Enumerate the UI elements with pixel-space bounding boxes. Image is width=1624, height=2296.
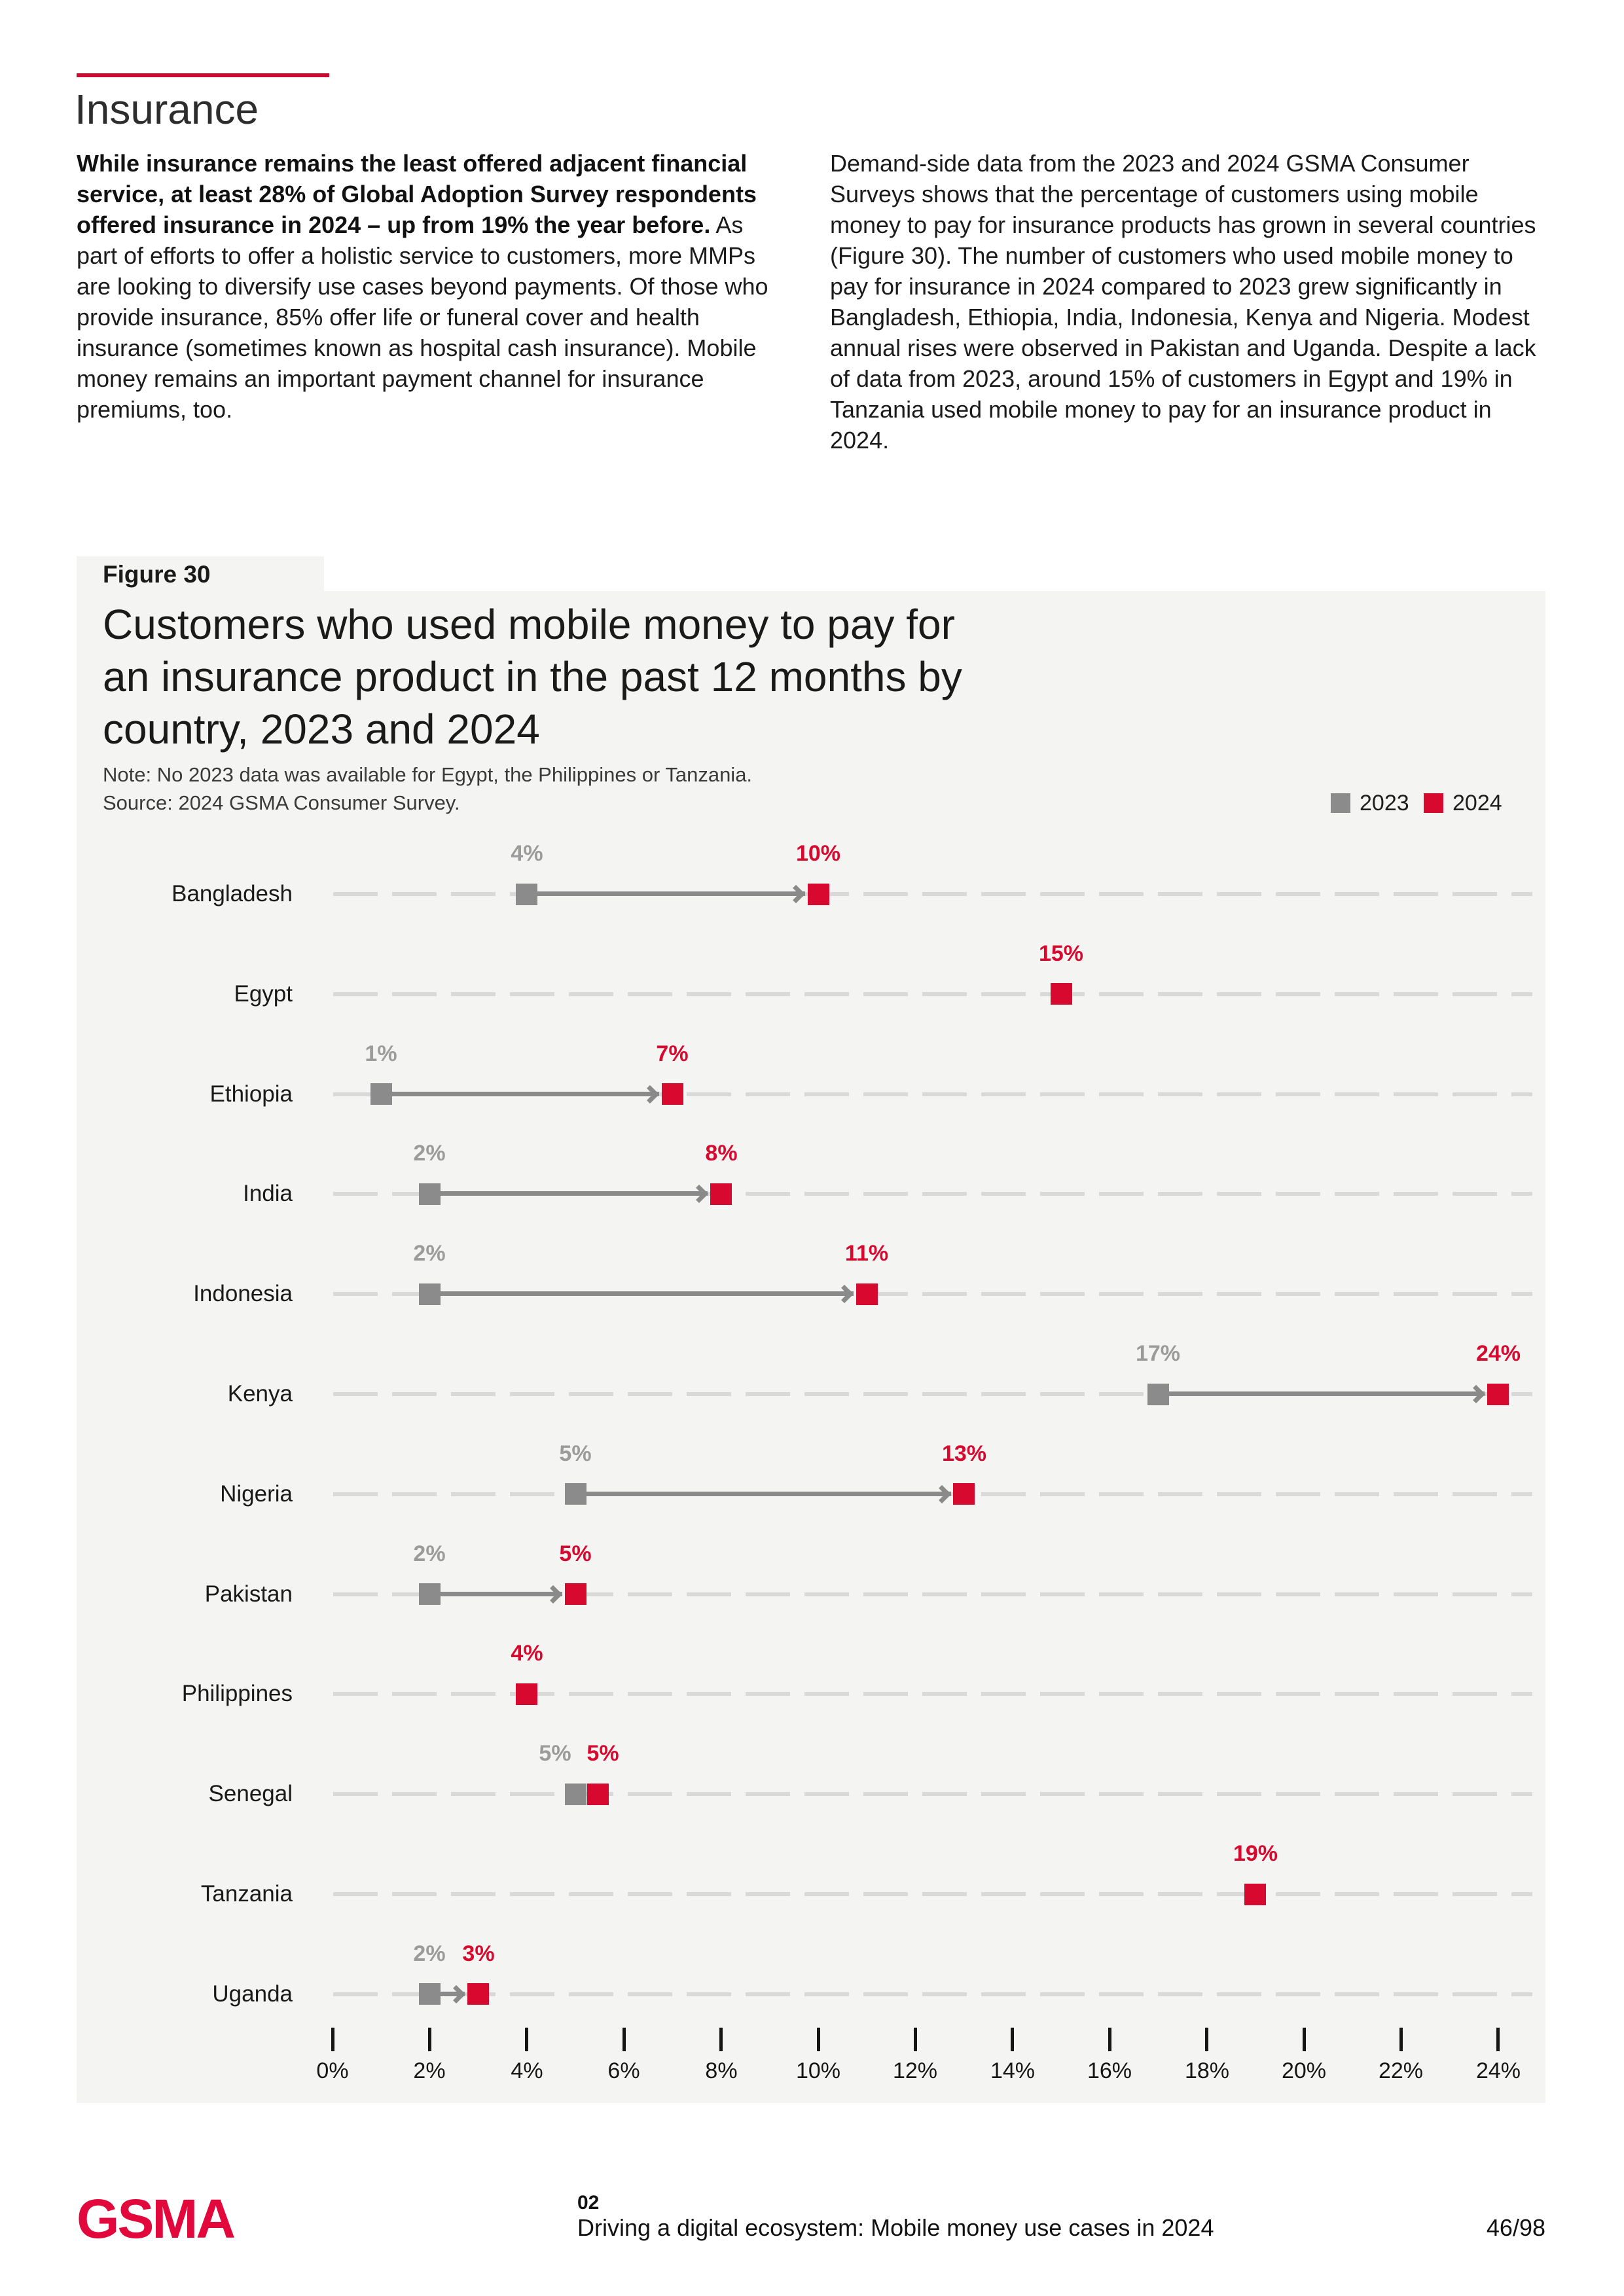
value-label-2024: 10% (795, 841, 841, 866)
axis-tick (525, 2028, 528, 2051)
axis-tick-label: 2% (413, 2058, 446, 2083)
marker-2024 (565, 1583, 586, 1605)
arrow-head-icon (933, 1485, 951, 1503)
country-label-Egypt: Egypt (234, 981, 293, 1007)
value-label-2024: 8% (705, 1141, 738, 1166)
marker-2023 (419, 1283, 441, 1305)
row-line (333, 1992, 1532, 1996)
value-label-2024: 5% (559, 1541, 592, 1566)
axis-tick (1205, 2028, 1208, 2051)
figure-label: Figure 30 (103, 561, 211, 588)
country-label-Senegal: Senegal (208, 1781, 293, 1806)
footer-page-number: 46/98 (1486, 2214, 1545, 2241)
arrow-head-icon (835, 1285, 854, 1303)
marker-2023 (565, 1483, 586, 1505)
change-arrow-shaft (381, 1092, 659, 1096)
country-label-Tanzania: Tanzania (200, 1881, 293, 1907)
country-label-Indonesia: Indonesia (193, 1281, 293, 1306)
body-paragraph: Demand-side data from the 2023 and 2024 GSMA Consumer Surveys shows that the percentage of customers using mobile money to pay for insurance products has grown in several countries (Figure 30). The number of customers who used mobile money to pay for insurance in 2024 compared to 2023 grew significantly in Bangladesh, Ethiopia, India, Indonesia, Kenya and Nigeria. Modest annual rises were observed in Pakistan and Uganda. Despite a lack of data from 2023, around 15% of customers in Egypt and 19% in Tanzania used mobile money to pay for an insurance product in 2024. (830, 150, 1536, 454)
axis-tick-label: 18% (1184, 2058, 1230, 2083)
axis-tick-label: 24% (1475, 2058, 1521, 2083)
value-label-2023: 17% (1135, 1341, 1181, 1366)
footer-chapter-number: 02 (577, 2192, 600, 2214)
country-label-Bangladesh: Bangladesh (171, 881, 293, 906)
marker-2023 (1147, 1384, 1169, 1405)
country-label-Nigeria: Nigeria (220, 1481, 293, 1507)
marker-2023 (419, 1983, 441, 2005)
marker-2023 (370, 1083, 392, 1105)
arrow-head-icon (544, 1585, 562, 1604)
marker-2024 (953, 1483, 975, 1505)
intro-regular-text: As part of efforts to offer a holistic service to customers, more MMPs are looking to diversify use cases beyond payments. Of those who provide insurance, 85% offer life or funeral cover and health insurance (sometimes known as hospital cash insurance). Mobile money remains an important payment channel for insurance premiums, too. (77, 211, 768, 423)
figure-source: Source: 2024 GSMA Consumer Survey. (103, 791, 460, 814)
footer-report-title: Driving a digital ecosystem: Mobile money use cases in 2024 (577, 2214, 1214, 2241)
axis-tick (1496, 2028, 1500, 2051)
marker-2024 (1487, 1384, 1509, 1405)
value-label-2024: 11% (844, 1241, 889, 1266)
value-label-2023: 5% (539, 1741, 571, 1766)
axis-tick (623, 2028, 626, 2051)
change-arrow-shaft (429, 1191, 708, 1196)
value-label-2023: 1% (365, 1041, 397, 1066)
row-line (333, 1792, 1532, 1796)
change-arrow-shaft (527, 891, 805, 896)
figure-30 (77, 556, 1545, 2103)
arrow-head-icon (1467, 1385, 1485, 1403)
value-label-2023: 2% (413, 1241, 446, 1266)
axis-tick (1108, 2028, 1111, 2051)
value-label-2023: 2% (413, 1541, 446, 1566)
legend-label-2024: 2024 (1453, 791, 1502, 816)
axis-tick-label: 14% (990, 2058, 1036, 2083)
axis-tick (331, 2028, 334, 2051)
change-arrow-shaft (429, 1291, 854, 1296)
value-label-2023: 4% (511, 841, 543, 866)
value-label-2024: 15% (1038, 941, 1084, 966)
gsma-logo: GSMA (77, 2188, 234, 2250)
marker-2024 (662, 1083, 683, 1105)
country-label-India: India (243, 1181, 293, 1206)
axis-tick (719, 2028, 723, 2051)
country-label-Philippines: Philippines (181, 1681, 293, 1706)
value-label-2024: 13% (941, 1441, 987, 1466)
figure-note: Note: No 2023 data was available for Egypt, the Philippines or Tanzania. (103, 763, 753, 786)
change-arrow-shaft (429, 1592, 562, 1596)
row-line (333, 892, 1532, 896)
accent-rule (77, 73, 329, 77)
axis-tick-label: 0% (316, 2058, 349, 2083)
page-title: Insurance (75, 86, 259, 133)
chart-area (77, 556, 1545, 2103)
figure-title-line-2: an insurance product in the past 12 months by (103, 653, 962, 700)
axis-tick-label: 6% (607, 2058, 640, 2083)
value-label-2023: 5% (559, 1441, 592, 1466)
value-label-2024: 24% (1475, 1341, 1521, 1366)
axis-tick (428, 2028, 431, 2051)
value-label-2023: 2% (413, 1141, 446, 1166)
axis-tick (1303, 2028, 1306, 2051)
country-label-Pakistan: Pakistan (204, 1581, 293, 1607)
intro-paragraph (77, 148, 784, 425)
axis-tick-label: 16% (1087, 2058, 1132, 2083)
axis-tick-label: 12% (892, 2058, 938, 2083)
legend-label-2023: 2023 (1360, 791, 1409, 816)
marker-2024 (467, 1983, 489, 2005)
value-label-2023: 2% (413, 1941, 446, 1966)
marker-2023 (419, 1583, 441, 1605)
axis-tick-label: 22% (1378, 2058, 1424, 2083)
change-arrow-shaft (575, 1492, 951, 1496)
marker-2024 (1051, 983, 1072, 1005)
arrow-head-icon (787, 885, 805, 903)
axis-tick (1011, 2028, 1014, 2051)
axis-tick (914, 2028, 917, 2051)
intro-bold-text: While insurance remains the least offered adjacent financial service, at least 28% of Global Adoption Survey respondents offered insurance in 2024 – up from 19% the year before. (77, 150, 757, 238)
axis-tick-label: 8% (705, 2058, 738, 2083)
marker-2024 (856, 1283, 878, 1305)
value-label-2024: 7% (656, 1041, 689, 1066)
arrow-head-icon (641, 1085, 659, 1103)
axis-tick (1399, 2028, 1403, 2051)
marker-2024 (710, 1183, 732, 1205)
value-label-2024: 19% (1233, 1841, 1278, 1866)
axis-tick-label: 20% (1281, 2058, 1327, 2083)
marker-2024 (516, 1683, 537, 1705)
change-arrow-shaft (1158, 1391, 1485, 1396)
marker-2024 (1244, 1884, 1266, 1905)
axis-tick-label: 10% (795, 2058, 841, 2083)
marker-2024 (587, 1784, 609, 1805)
row-line (333, 992, 1532, 996)
value-label-2024: 5% (586, 1741, 619, 1766)
value-label-2024: 3% (462, 1941, 495, 1966)
figure-title-line-3: country, 2023 and 2024 (103, 706, 540, 753)
marker-2024 (808, 884, 829, 905)
country-label-Ethiopia: Ethiopia (209, 1081, 293, 1107)
row-line (333, 1892, 1532, 1896)
row-line (333, 1692, 1532, 1696)
figure-title-line-1: Customers who used mobile money to pay for (103, 601, 955, 648)
value-label-2024: 4% (511, 1641, 543, 1666)
axis-tick-label: 4% (511, 2058, 543, 2083)
marker-2023 (516, 884, 537, 905)
country-label-Uganda: Uganda (212, 1981, 293, 2007)
marker-2023 (419, 1183, 441, 1205)
axis-tick (817, 2028, 820, 2051)
arrow-head-icon (690, 1185, 708, 1203)
marker-2023 (565, 1784, 586, 1805)
arrow-head-icon (447, 1985, 465, 2003)
country-label-Kenya: Kenya (227, 1381, 293, 1407)
